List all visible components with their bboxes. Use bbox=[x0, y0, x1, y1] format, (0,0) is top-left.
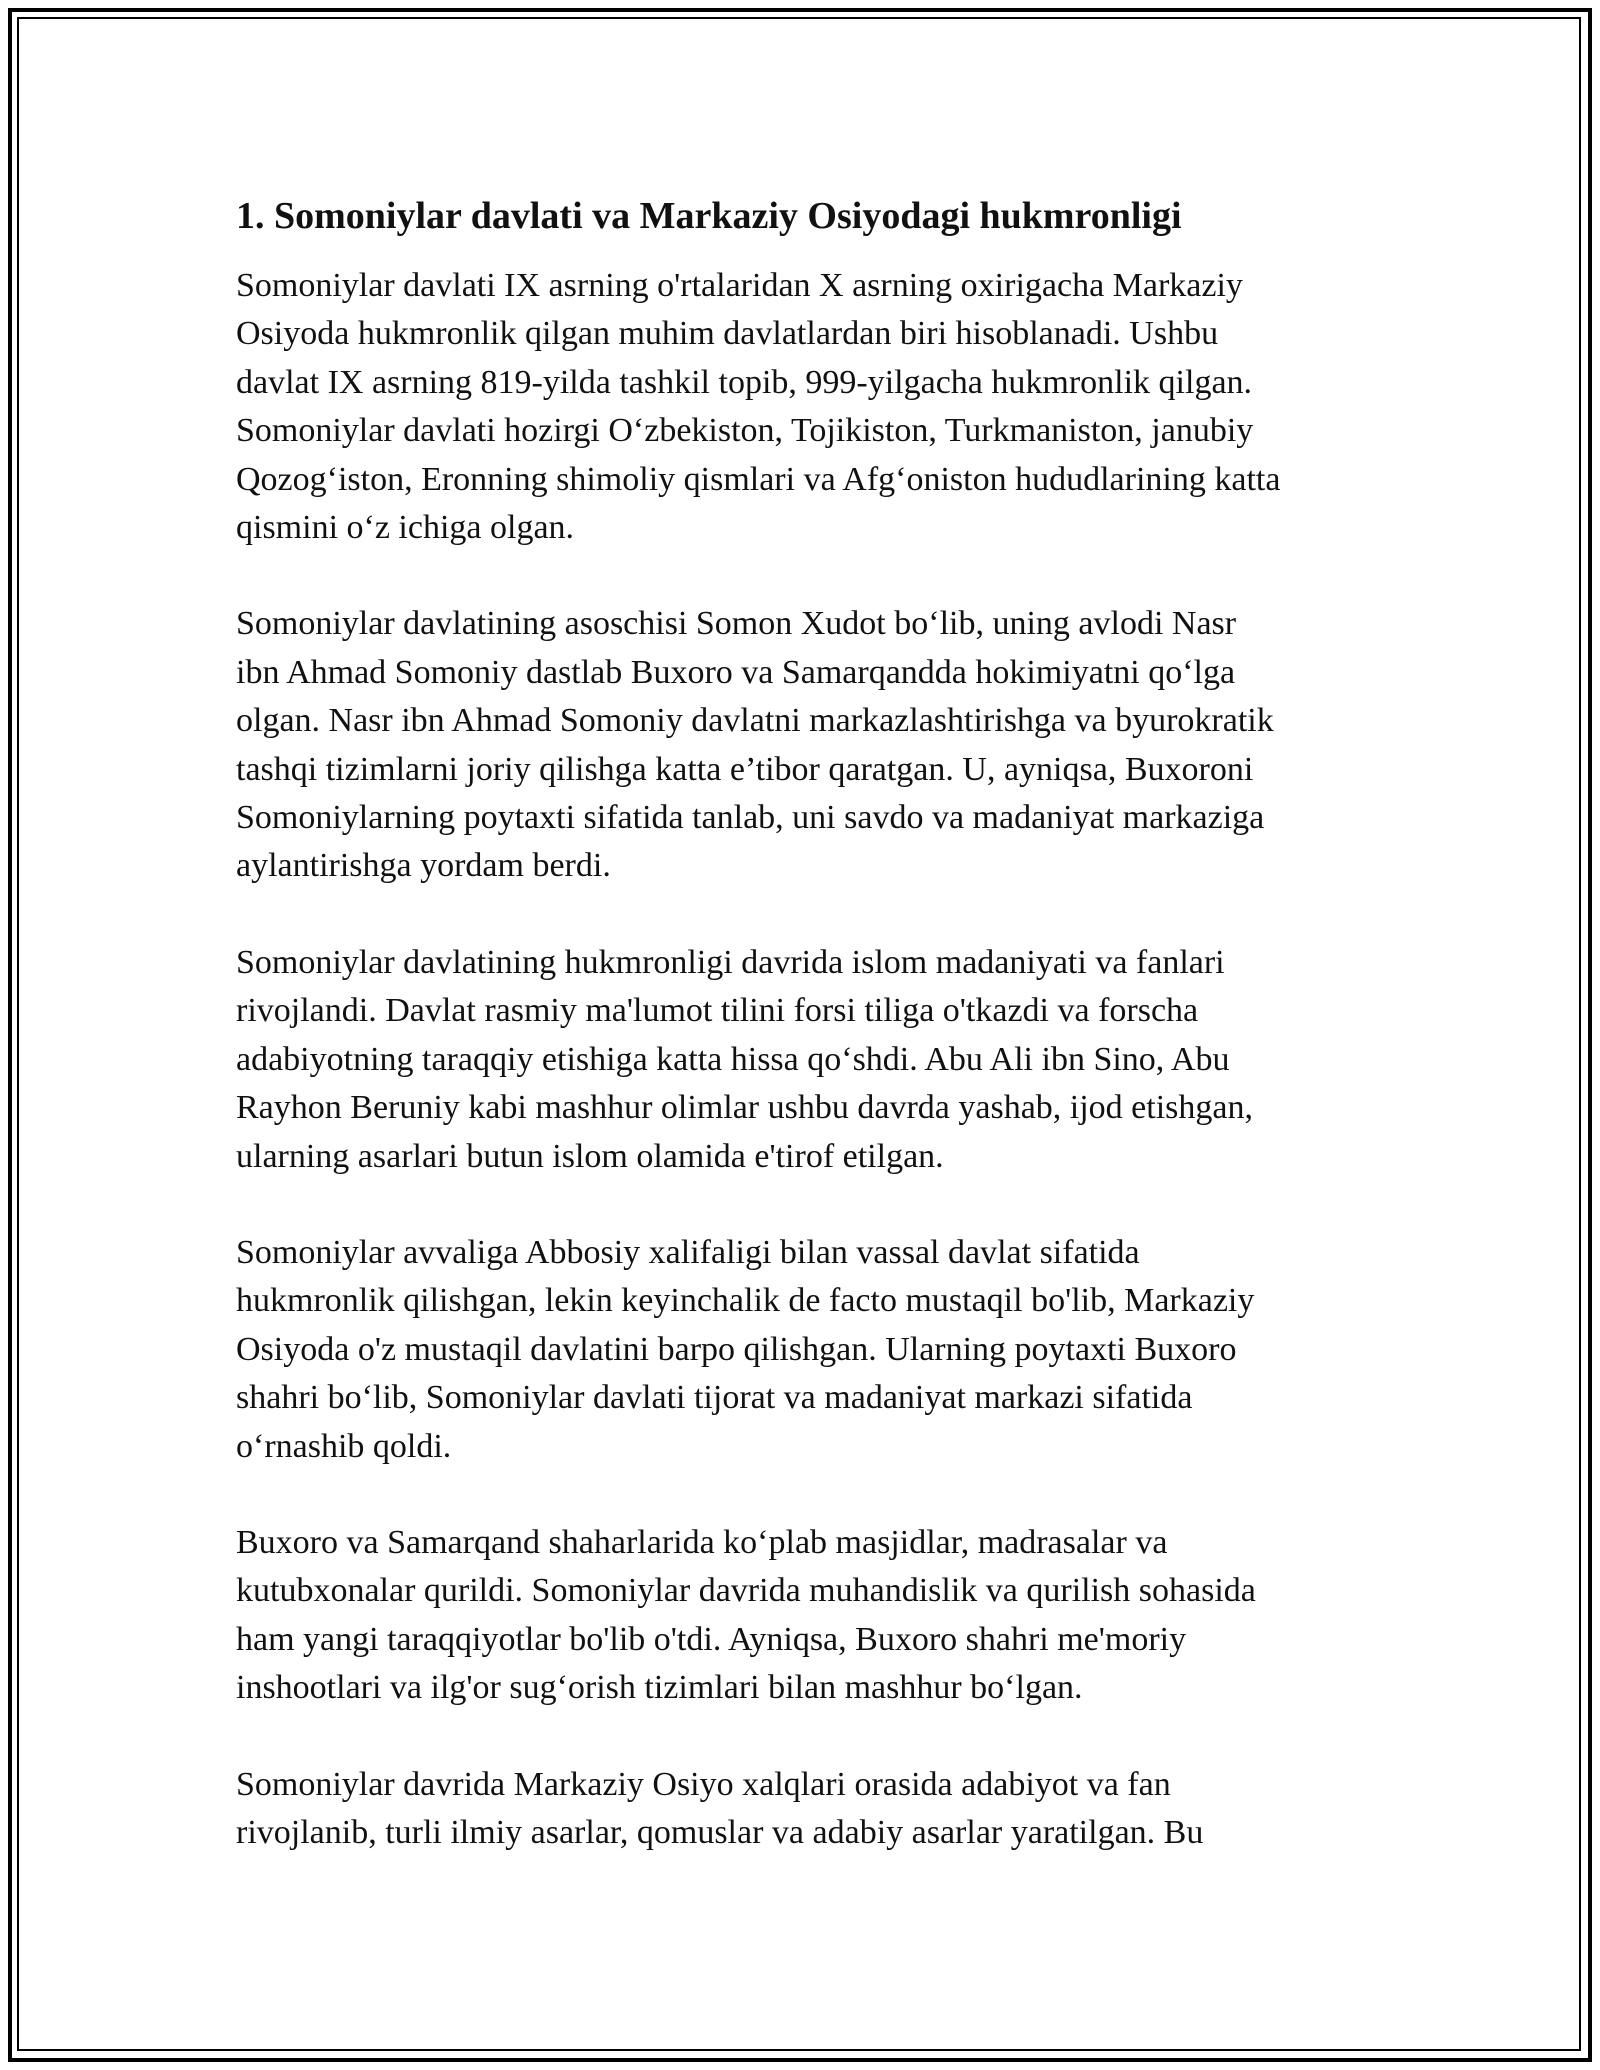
paragraph bbox=[236, 939, 1366, 1181]
text-line: inshootlari va ilg'or sug‘orish tizimlari bilan mashhur bo‘lgan. bbox=[236, 1669, 1083, 1707]
text-line: Somoniylar davrida Markaziy Osiyo xalqlari orasida adabiyot va fan bbox=[236, 1765, 1171, 1803]
text-line: davlat IX asrning 819-yilda tashkil topib, 999-yilgacha hukmronlik qilgan. bbox=[236, 363, 1253, 401]
paragraph bbox=[236, 262, 1366, 552]
text-line: ularning asarlari butun islom olamida e'tirof etilgan. bbox=[236, 1137, 944, 1175]
section-heading: 1. Somoniylar davlati va Markaziy Osiyodagi hukmronligi bbox=[236, 195, 1182, 237]
text-line: olgan. Nasr ibn Ahmad Somoniy davlatni markazlashtirishga va byurokratik bbox=[236, 702, 1274, 740]
text-line: Somoniylar davlati IX asrning o'rtalaridan X asrning oxirigacha Markaziy bbox=[236, 267, 1243, 304]
text-line: kutubxonalar qurildi. Somoniylar davrida muhandislik va qurilish sohasida bbox=[236, 1572, 1256, 1610]
text-line: qismini o‘z ichiga olgan. bbox=[236, 509, 575, 547]
text-line: rivojlandi. Davlat rasmiy ma'lumot tilini forsi tiliga o'tkazdi va forscha bbox=[236, 992, 1199, 1030]
text-line: Rayhon Beruniy kabi mashhur olimlar ushbu davrda yashab, ijod etishgan, bbox=[236, 1089, 1253, 1127]
paragraph bbox=[236, 1519, 1366, 1713]
text-line: adabiyotning taraqqiy etishiga katta hissa qo‘shdi. Abu Ali ibn Sino, Abu bbox=[236, 1040, 1230, 1078]
text-line: Buxoro va Samarqand shaharlarida ko‘plab masjidlar, madrasalar va bbox=[236, 1523, 1168, 1561]
text-line: Somoniylar davlatining hukmronligi davrida islom madaniyati va fanlari bbox=[236, 943, 1225, 981]
text-line: rivojlanib, turli ilmiy asarlar, qomuslar va adabiy asarlar yaratilgan. Bu bbox=[236, 1813, 1204, 1851]
text-line: shahri bo‘lib, Somoniylar davlati tijorat va madaniyat markazi sifatida bbox=[236, 1379, 1193, 1417]
text-line: aylantirishga yordam berdi. bbox=[236, 847, 611, 885]
text-line: Somoniylar davlatining asoschisi Somon Xudot bo‘lib, uning avlodi Nasr bbox=[236, 605, 1237, 643]
text-line: Somoniylar avvaliga Abbosiy xalifaligi bilan vassal davlat sifatida bbox=[236, 1233, 1140, 1271]
text-line: tashqi tizimlarni joriy qilishga katta e’tibor qaratgan. U, ayniqsa, Buxoroni bbox=[236, 750, 1254, 788]
paragraph bbox=[236, 1229, 1366, 1471]
text-line: o‘rnashib qoldi. bbox=[236, 1427, 452, 1465]
paragraph-list bbox=[236, 262, 1366, 1857]
text-line: hukmronlik qilishgan, lekin keyinchalik de facto mustaqil bo'lib, Markaziy bbox=[236, 1282, 1255, 1320]
text-line: ham yangi taraqqiyotlar bo'lib o'tdi. Ayniqsa, Buxoro shahri me'moriy bbox=[236, 1620, 1187, 1658]
text-line: ibn Ahmad Somoniy dastlab Buxoro va Samarqandda hokimiyatni qo‘lga bbox=[236, 653, 1236, 691]
text-line: Somoniylar davlati hozirgi O‘zbekiston, Tojikiston, Turkmaniston, janubiy bbox=[236, 412, 1254, 450]
paragraph bbox=[236, 1761, 1366, 1858]
text-line: Somoniylarning poytaxti sifatida tanlab, uni savdo va madaniyat markaziga bbox=[236, 799, 1265, 837]
text-line: Osiyoda o'z mustaqil davlatini barpo qilishgan. Ularning poytaxti Buxoro bbox=[236, 1330, 1237, 1368]
document-body bbox=[236, 188, 1366, 1905]
paragraph bbox=[236, 600, 1366, 890]
text-line: Osiyoda hukmronlik qilgan muhim davlatlardan biri hisoblanadi. Ushbu bbox=[236, 315, 1219, 353]
text-line: Qozog‘iston, Eronning shimoliy qismlari va Afg‘oniston hududlarining katta bbox=[236, 460, 1281, 498]
